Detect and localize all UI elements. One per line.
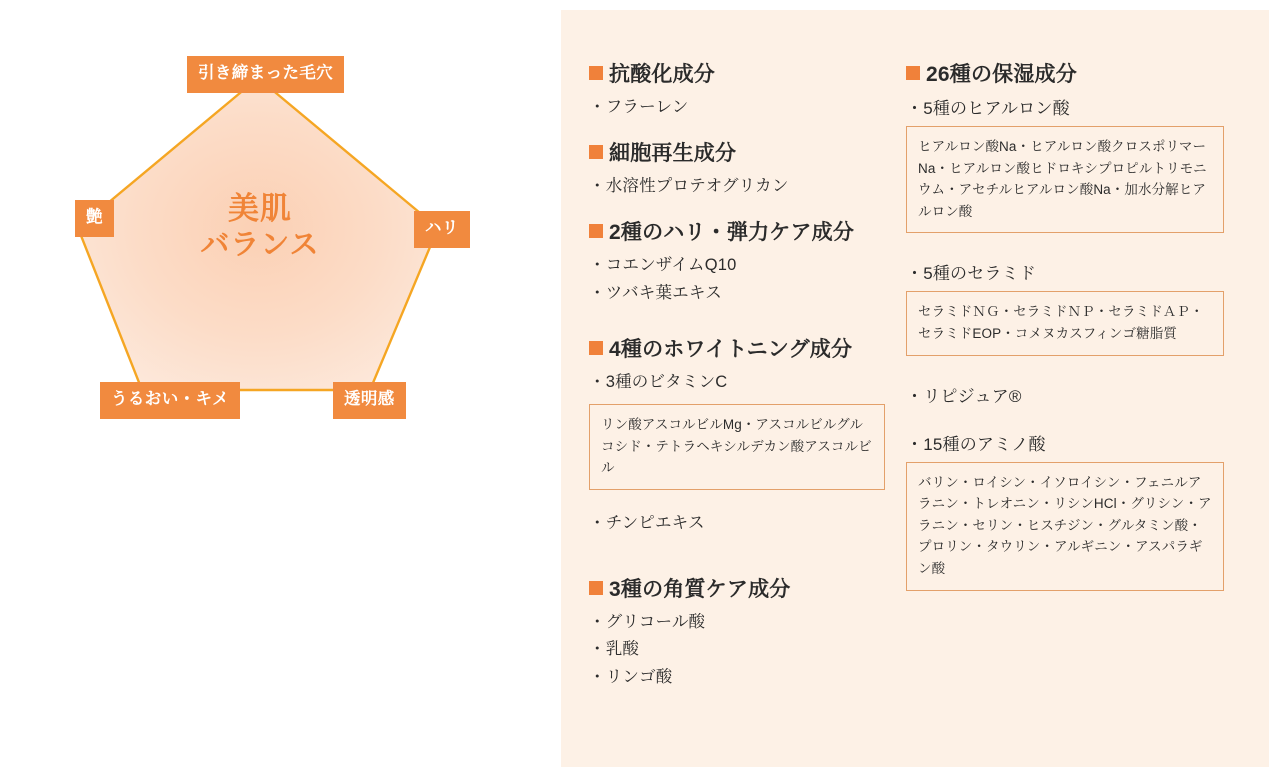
ingredient-detail-box: バリン・ロイシン・イソロイシン・フェニルアラニン・トレオニン・リシンHCl・グリシン・アラニン・セリン・ヒスチジン・グルタミン酸・プロリン・タウリン・アルギニン・アスパラギン酸 xyxy=(906,462,1224,591)
ingredient-group xyxy=(589,573,909,691)
ingredient-group xyxy=(589,333,909,537)
square-bullet-icon xyxy=(906,66,920,80)
center-label-line2: バランス xyxy=(200,228,320,261)
group-heading-text: 3種の角質ケア成分 xyxy=(609,578,791,602)
vertex-tag-gloss: 艶 xyxy=(75,200,114,237)
center-label-line1: 美肌 xyxy=(228,191,292,226)
vertex-tag-moisture: うるおい・キメ xyxy=(100,382,240,419)
ingredient-detail-box: セラミドＮＧ・セラミドＮＰ・セラミドＡＰ・セラミドEOP・コメヌカスフィンゴ糖脂質 xyxy=(906,291,1224,355)
ingredient-detail-box: ヒアルロン酸Na・ヒアルロン酸クロスポリマーNa・ヒアルロン酸ヒドロキシプロピルトリモニウム・アセチルヒアルロン酸Na・加水分解ヒアルロン酸 xyxy=(906,126,1224,233)
subgroup-label: ・5種のヒアルロン酸 xyxy=(906,99,1070,118)
pentagon-chart xyxy=(30,40,480,408)
group-heading xyxy=(906,58,1246,88)
list-item: ・コエンザイムQ10 xyxy=(589,256,737,275)
list-item: ・乳酸 xyxy=(589,640,640,659)
subgroup-label: ・5種のセラミド xyxy=(906,264,1037,284)
square-bullet-icon xyxy=(589,581,603,595)
list-item: ・水溶性プロテオグリカン xyxy=(589,177,789,196)
list-item: ・ツバキ葉エキス xyxy=(589,283,722,302)
ingredient-group xyxy=(589,137,909,200)
list-item: ・3種のビタミンC xyxy=(589,372,728,391)
group-heading xyxy=(589,333,909,363)
ingredient-column-right xyxy=(906,10,1246,591)
square-bullet-icon xyxy=(589,224,603,238)
group-heading xyxy=(589,58,909,88)
group-heading-text: 2種のハリ・弾力ケア成分 xyxy=(609,221,855,245)
ingredient-panel xyxy=(561,10,1269,767)
square-bullet-icon xyxy=(589,66,603,80)
group-heading xyxy=(589,573,909,603)
list-item: ・フラーレン xyxy=(589,98,689,116)
group-heading-text: 4種のホワイトニング成分 xyxy=(609,337,853,361)
group-heading-text: 細胞再生成分 xyxy=(609,142,737,166)
square-bullet-icon xyxy=(589,341,603,355)
ingredient-group xyxy=(589,58,909,121)
subgroup-label: ・15種のアミノ酸 xyxy=(906,434,1046,454)
ingredient-group xyxy=(589,216,909,306)
subgroup-label: ・リピジュア® xyxy=(906,386,1022,406)
list-item: ・グリコール酸 xyxy=(589,613,706,632)
ingredient-column-left xyxy=(589,10,909,691)
list-item: ・チンピエキス xyxy=(589,513,705,532)
center-label xyxy=(170,190,350,263)
vertex-tag-pores: 引き締まった毛穴 xyxy=(187,56,344,93)
vertex-tag-firmness: ハリ xyxy=(414,211,470,248)
group-heading xyxy=(589,216,909,246)
list-item: ・リンゴ酸 xyxy=(589,667,673,686)
square-bullet-icon xyxy=(589,145,603,159)
vertex-tag-clarity: 透明感 xyxy=(333,382,406,419)
skin-balance-diagram xyxy=(0,0,545,777)
group-heading xyxy=(589,137,909,167)
group-heading-text: 抗酸化成分 xyxy=(609,63,715,86)
ingredient-detail-box: リン酸アスコルビルMg・アスコルビルグルコシド・テトラヘキシルデカン酸アスコルビル xyxy=(589,404,885,490)
group-heading-text: 26種の保湿成分 xyxy=(926,63,1077,86)
